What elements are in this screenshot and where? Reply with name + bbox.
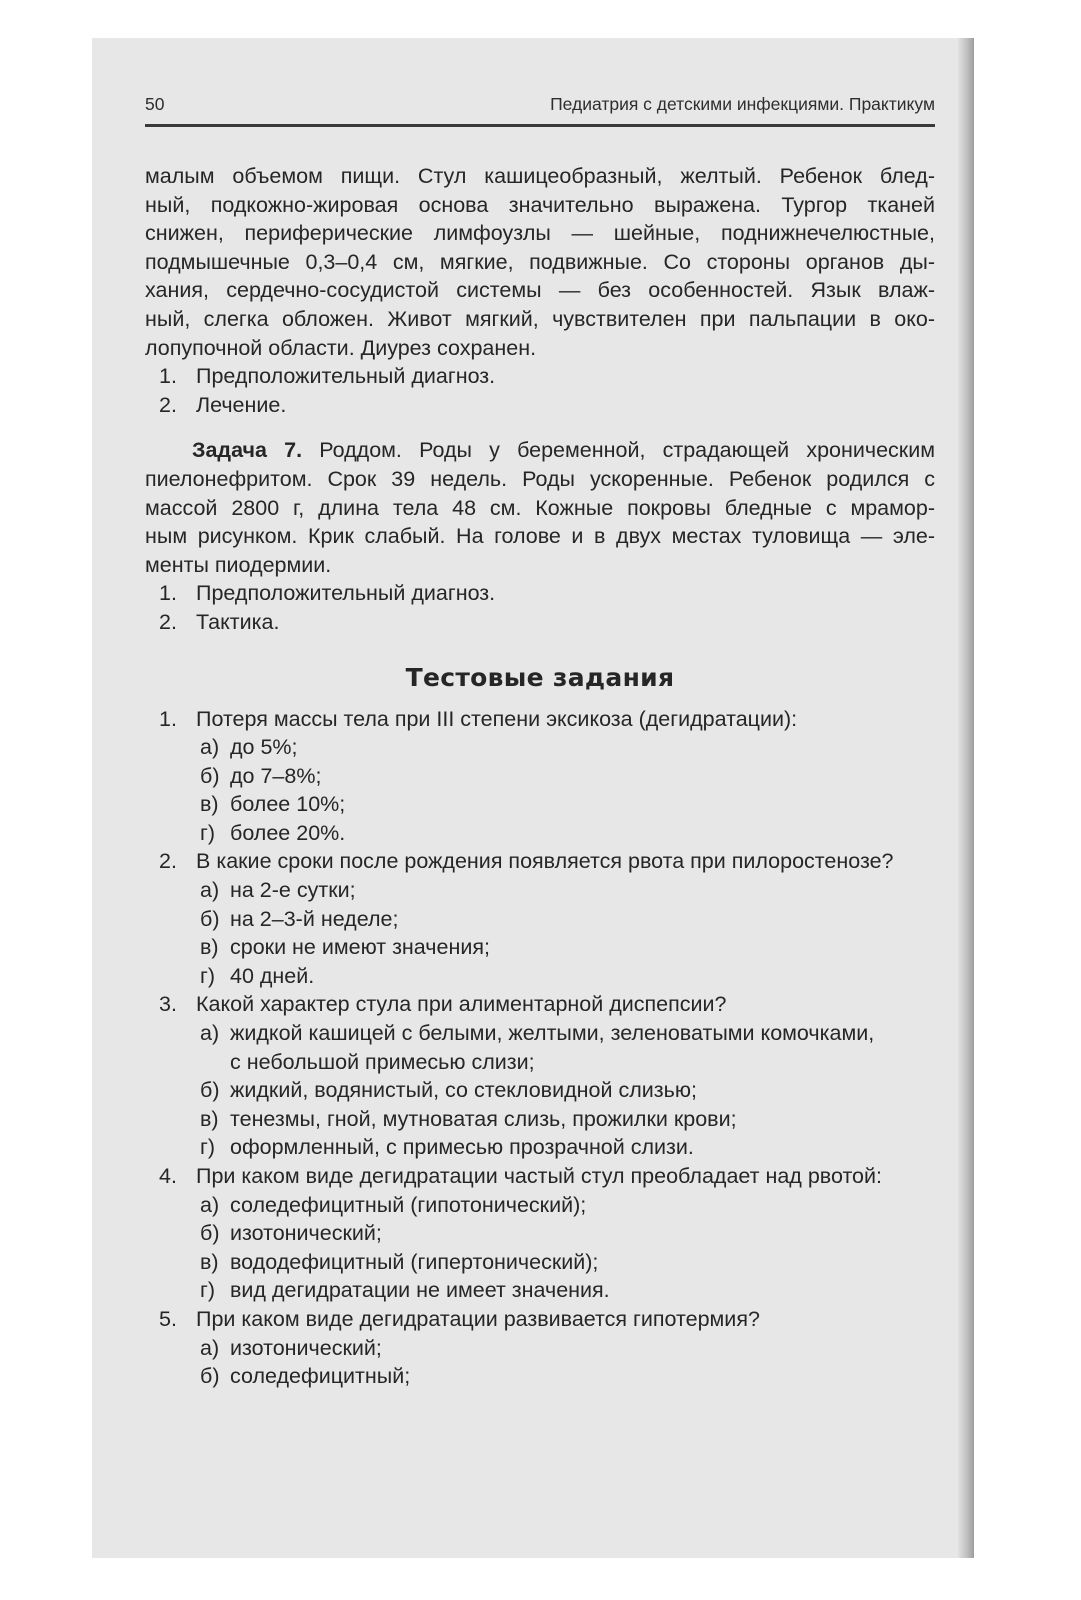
option-letter: г)	[200, 820, 216, 845]
running-header	[145, 91, 935, 117]
option-letter: г)	[200, 1135, 216, 1160]
option-letter: г)	[200, 963, 216, 988]
option-letter: в)	[200, 935, 219, 960]
answer-option	[145, 933, 935, 962]
option-text: изотонический;	[230, 1221, 382, 1246]
option-text: вид дегидратации не имеет значения.	[230, 1278, 610, 1303]
answer-option	[145, 962, 935, 991]
item-number: 5.	[159, 1306, 177, 1331]
intro-questions	[145, 362, 935, 419]
option-letter: а)	[200, 1192, 220, 1217]
option-text: сроки не имеют значения;	[230, 935, 490, 960]
answer-option	[145, 1248, 935, 1277]
test-question	[145, 705, 935, 734]
task-label: Задача 7.	[192, 438, 303, 463]
test-questions	[145, 705, 935, 1391]
option-text: соледефицитный;	[230, 1364, 411, 1389]
test-question	[145, 847, 935, 876]
option-text: жидкой кашицей с белыми, желтыми, зеленоватыми комочками,	[230, 1021, 875, 1046]
test-question	[145, 1305, 935, 1334]
page-body	[145, 162, 935, 1391]
option-text: на 2-е сутки;	[230, 878, 356, 903]
header-rule	[145, 124, 935, 127]
answer-option	[145, 1191, 935, 1220]
option-letter: в)	[200, 1249, 219, 1274]
option-letter: б)	[200, 906, 220, 931]
option-text: до 5%;	[230, 735, 298, 760]
text-line: подмышечные 0,3–0,4 см, мягкие, подвижные. Со стороны органов ды-	[145, 249, 935, 274]
option-text: тенезмы, гной, мутноватая слизь, прожилки крови;	[230, 1106, 737, 1131]
question-text: При каком виде дегидратации частый стул преобладает над рвотой:	[196, 1164, 882, 1188]
option-letter: а)	[200, 878, 220, 903]
option-text: более 10%;	[230, 792, 346, 817]
task-7	[145, 436, 935, 636]
question-item	[145, 362, 935, 391]
item-text: Предположительный диагноз.	[196, 581, 496, 606]
option-text: оформленный, с примесью прозрачной слизи.	[230, 1135, 694, 1160]
question-text: Потеря массы тела при III степени эксикоза (дегидратации):	[196, 706, 798, 731]
intro-paragraph	[145, 162, 935, 362]
question-item	[145, 391, 935, 420]
section-title: Тестовые задания	[405, 662, 675, 692]
option-letter: в)	[200, 792, 219, 817]
text-line: ным рисунком. Крик слабый. На голове и в двух местах туловища — эле-	[145, 524, 935, 549]
option-continuation: с небольшой примесью слизи;	[230, 1049, 535, 1074]
option-text: на 2–3-й неделе;	[230, 906, 399, 931]
task-first-line	[145, 436, 935, 465]
answer-option	[145, 1219, 935, 1248]
question-text: При каком виде дегидратации развивается гипотермия?	[196, 1306, 760, 1331]
option-letter: а)	[200, 1335, 220, 1360]
running-title: Педиатрия с детскими инфекциями. Практикум	[550, 94, 935, 114]
item-text: Лечение.	[196, 392, 287, 417]
option-text: жидкий, водянистый, со стекловидной слизью;	[230, 1078, 697, 1103]
option-text: до 7–8%;	[230, 763, 322, 788]
test-question	[145, 1162, 935, 1191]
question-text: Какой характер стула при алиментарной диспепсии?	[196, 992, 727, 1017]
option-letter: б)	[200, 1078, 220, 1103]
answer-option	[145, 876, 935, 905]
test-question	[145, 990, 935, 1019]
item-number: 1.	[159, 581, 177, 606]
option-letter: а)	[200, 1021, 220, 1046]
option-letter: г)	[200, 1278, 216, 1303]
item-number: 2.	[159, 392, 177, 417]
option-text: более 20%.	[230, 820, 346, 845]
option-letter: в)	[200, 1106, 219, 1131]
text-line: снижен, периферические лимфоузлы — шейные, поднижнечелюстные,	[145, 221, 935, 246]
text-line: ный, подкожно-жировая основа значительно выражена. Тургор тканей	[145, 192, 935, 217]
question-item	[145, 579, 935, 608]
answer-option	[145, 790, 935, 819]
page-number: 50	[145, 94, 165, 114]
item-text: Тактика.	[196, 609, 280, 634]
item-number: 1.	[159, 364, 177, 389]
option-letter: б)	[200, 1364, 220, 1389]
option-letter: б)	[200, 1221, 220, 1246]
text-line: лопупочной области. Диурез сохранен.	[145, 335, 537, 360]
item-number: 2.	[159, 609, 177, 634]
text-line: массой 2800 г, длина тела 48 см. Кожные покровы бледные с мрамор-	[145, 495, 935, 520]
text-line: пиелонефритом. Срок 39 недель. Роды ускоренные. Ребенок родился с	[145, 466, 935, 491]
item-number: 2.	[159, 849, 177, 874]
answer-option	[145, 1019, 935, 1048]
item-number: 3.	[159, 992, 177, 1017]
option-letter: а)	[200, 735, 220, 760]
option-text: вододефицитный (гипертонический);	[230, 1249, 599, 1274]
answer-option	[145, 762, 935, 791]
option-letter: б)	[200, 763, 220, 788]
task-text: Роддом. Роды у беременной, страдающей хроническим	[302, 438, 935, 463]
question-item	[145, 608, 935, 637]
option-text: изотонический;	[230, 1335, 382, 1360]
option-text: 40 дней.	[230, 963, 315, 988]
answer-option	[145, 1334, 935, 1363]
text-line: менты пиодермии.	[145, 552, 332, 577]
text-line: ный, слегка обложен. Живот мягкий, чувствителен при пальпации в око-	[145, 306, 935, 331]
question-text: В какие сроки после рождения появляется рвота при пилоростенозе?	[196, 849, 894, 874]
answer-option	[145, 1276, 935, 1305]
answer-option	[145, 1362, 935, 1391]
item-text: Предположительный диагноз.	[196, 364, 496, 389]
answer-option	[145, 1133, 935, 1162]
item-number: 4.	[159, 1164, 177, 1188]
answer-option	[145, 1076, 935, 1105]
page-shadow-edge	[958, 38, 974, 1558]
item-number: 1.	[159, 706, 177, 731]
text-line: малым объемом пищи. Стул кашицеобразный, желтый. Ребенок блед-	[145, 164, 935, 188]
text-line: хания, сердечно-сосудистой системы — без особенностей. Язык влаж-	[145, 278, 935, 303]
option-text: соледефицитный (гипотонический);	[230, 1192, 587, 1217]
answer-option	[145, 819, 935, 848]
answer-option	[145, 905, 935, 934]
answer-option	[145, 1105, 935, 1134]
answer-option	[145, 733, 935, 762]
